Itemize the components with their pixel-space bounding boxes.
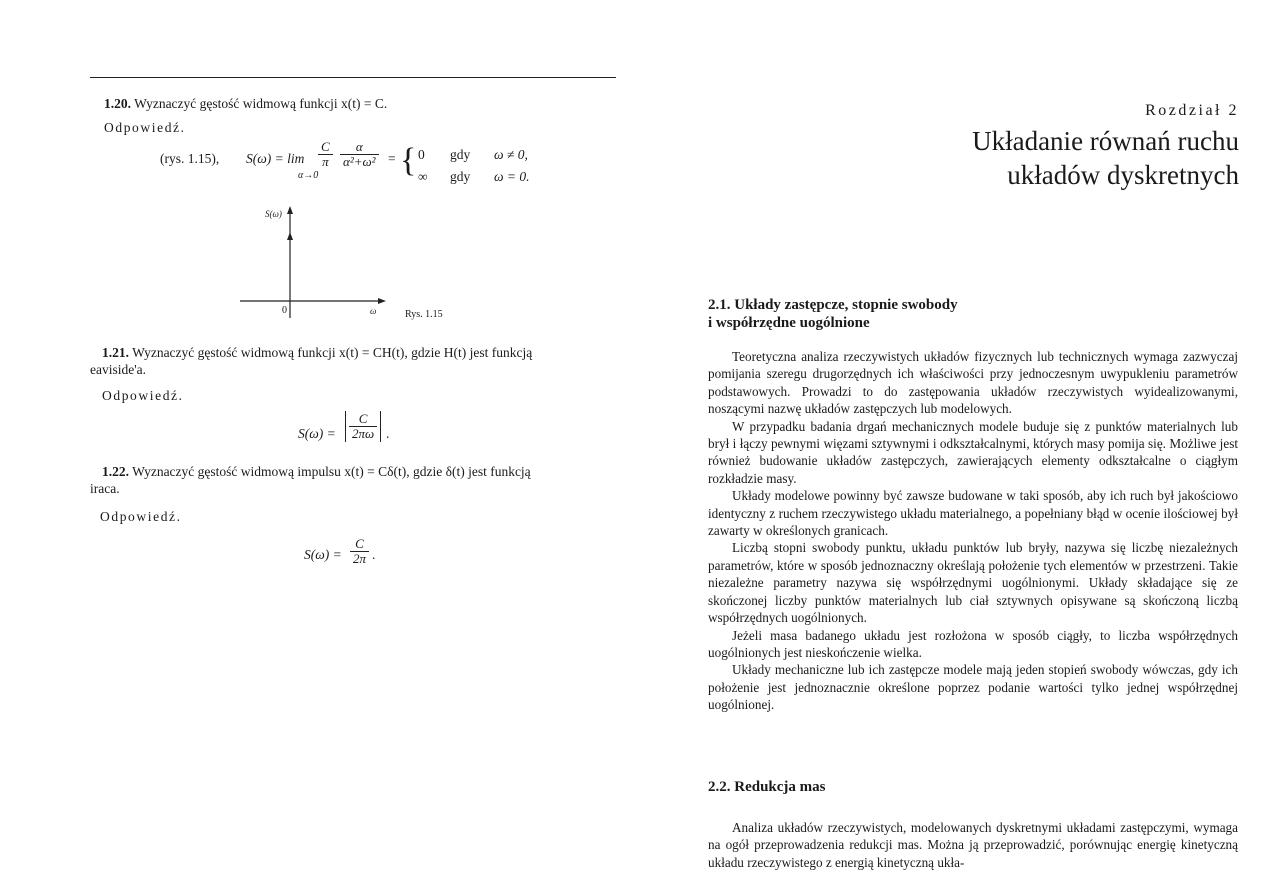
chapter-label: Rozdział 2 — [1145, 102, 1239, 119]
figure-caption: Rys. 1.15 — [405, 309, 443, 320]
fraction-alpha: $\frac{\alpha}{\text{α²+ω²}}$ — [340, 140, 379, 169]
answer-label: Odpowiedź. — [100, 509, 182, 524]
problem-1-21-cont: eaviside'a. — [90, 362, 147, 377]
equation-lhs: S(ω) = — [304, 547, 342, 562]
figure-y-label: S(ω) — [265, 209, 282, 219]
case2-value: ∞ — [418, 169, 428, 184]
figure-x-label: ω — [370, 306, 377, 316]
paragraph: Analiza układów rzeczywistych, modelowanych dyskretnymi układami zastępczymi, wymaga na ogół przeprowadzenia redukcji mas. Można ją przeprowadzić, porównując energię kinetyczną układu rzeczywistego z energią kinetyczną ukła- — [708, 820, 1238, 870]
paragraph: Jeżeli masa badanego układu jest rozłożona w sposób ciągły, to liczba współrzędnych uogólnionych jest nieskończenie wielka. — [708, 627, 1238, 660]
paragraph: Układy modelowe powinny być zawsze budowane w taki sposób, aby ich ruch był jakościowo identyczny z ruchem rzeczywistego układu materialnego, a popełniany błąd w ocenie ilościowej był zawarty w określonych granicach. — [708, 488, 1238, 539]
limit-subscript: α→0 — [298, 170, 319, 181]
paragraph: Teoretyczna analiza rzeczywistych układów fizycznych lub technicznych wymaga zazwyczaj pomijania szeregu drugorzędnych ich właściwości przy jednoczesnym uwypukleniu parametrów podstawowych. Prowadzi to do zastępowania układów rzeczywistych wyidealizowanymi, noszącymi nazwę układów zastępczych lub modelowych. — [708, 349, 1238, 417]
section-2-1-body — [708, 348, 1238, 714]
problem-1-22: 1.22. Wyznaczyć gęstość widmową impulsu x(t) = Cδ(t), gdzie δ(t) jest funkcją — [102, 464, 531, 479]
cases-brace: { — [400, 142, 417, 179]
equation-period: . — [372, 547, 376, 562]
case1-value: 0 — [418, 147, 425, 162]
impulse-arrow — [287, 232, 293, 240]
chapter-title-line2: układów dyskretnych — [1007, 160, 1239, 190]
figure-origin: 0 — [282, 305, 287, 316]
problem-1-20 — [104, 95, 387, 113]
equation-lhs: S(ω) = lim — [246, 151, 305, 166]
case2-condition: ω = 0. — [494, 169, 530, 184]
section-2-1-heading: 2.1. Układy zastępcze, stopnie swobody i współrzędne uogólnione — [708, 297, 958, 331]
fraction-c-over-pi: $\frac{C}{\pi}$ — [318, 140, 333, 169]
equals-sign: = — [388, 151, 396, 166]
case1-gdy: gdy — [450, 147, 471, 162]
fraction: $\frac{C}{2\pi}$ — [350, 537, 369, 566]
equation-period: . — [386, 426, 390, 441]
case1-condition: ω ≠ 0, — [494, 147, 528, 162]
top-rule — [90, 77, 616, 78]
answer-label: Odpowiedź. — [102, 388, 184, 403]
section-2-2-heading: 2.2. Redukcja mas — [708, 779, 826, 795]
problem-number: 1.20. — [104, 96, 131, 111]
paragraph: Liczbą stopni swobody punktu, układu punktów lub bryły, nazywa się liczbę niezależnych parametrów, które w sposób jednoznaczny określają położenie tych elementów w przestrzeni. Takie niezależne parametry nazywa się współrzędnymi uogólnionymi. Układy składające się ze skończonej liczby punktów materialnych lub ciał sztywnych opisywane są skończoną liczbą współrzędnych uogólnionych. — [708, 540, 1238, 626]
equation-lhs: S(ω) = — [298, 426, 336, 441]
y-axis-arrow — [287, 206, 293, 214]
problem-1-21: 1.21. Wyznaczyć gęstość widmową funkcji x(t) = CH(t), gdzie H(t) jest funkcją — [102, 345, 533, 360]
section-2-2-body — [708, 819, 1238, 871]
paragraph: W przypadku badania drgań mechanicznych modele buduje się z punktów materialnych lub brył i łączy pewnymi więzami sztywnymi i odkształcalnymi, których masy pomija się. Możliwe jest również budowanie układów zastępczych, zawierających elementy odkształcalne o ciągłym rozkładzie masy. — [708, 418, 1238, 486]
case2-gdy: gdy — [450, 169, 471, 184]
chapter-title-line1: Układanie równań ruchu — [972, 126, 1239, 156]
problem-text: Wyznaczyć gęstość widmową funkcji x(t) = C. — [134, 96, 388, 111]
x-axis-arrow — [378, 298, 386, 304]
abs-fraction: $\frac{C}{2\pi\omega}$ — [345, 411, 381, 442]
answer-label: Odpowiedź. — [104, 120, 186, 135]
problem-1-22-cont: iraca. — [90, 481, 120, 496]
figure-ref: (rys. 1.15), — [160, 151, 220, 166]
paragraph: Układy mechaniczne lub ich zastępcze modele mają jeden stopień swobody wówczas, gdy ich położenie jest jednoznacznie określone poprzez podanie wartości tylko jednej współrzędnej uogólnionej. — [708, 662, 1238, 713]
